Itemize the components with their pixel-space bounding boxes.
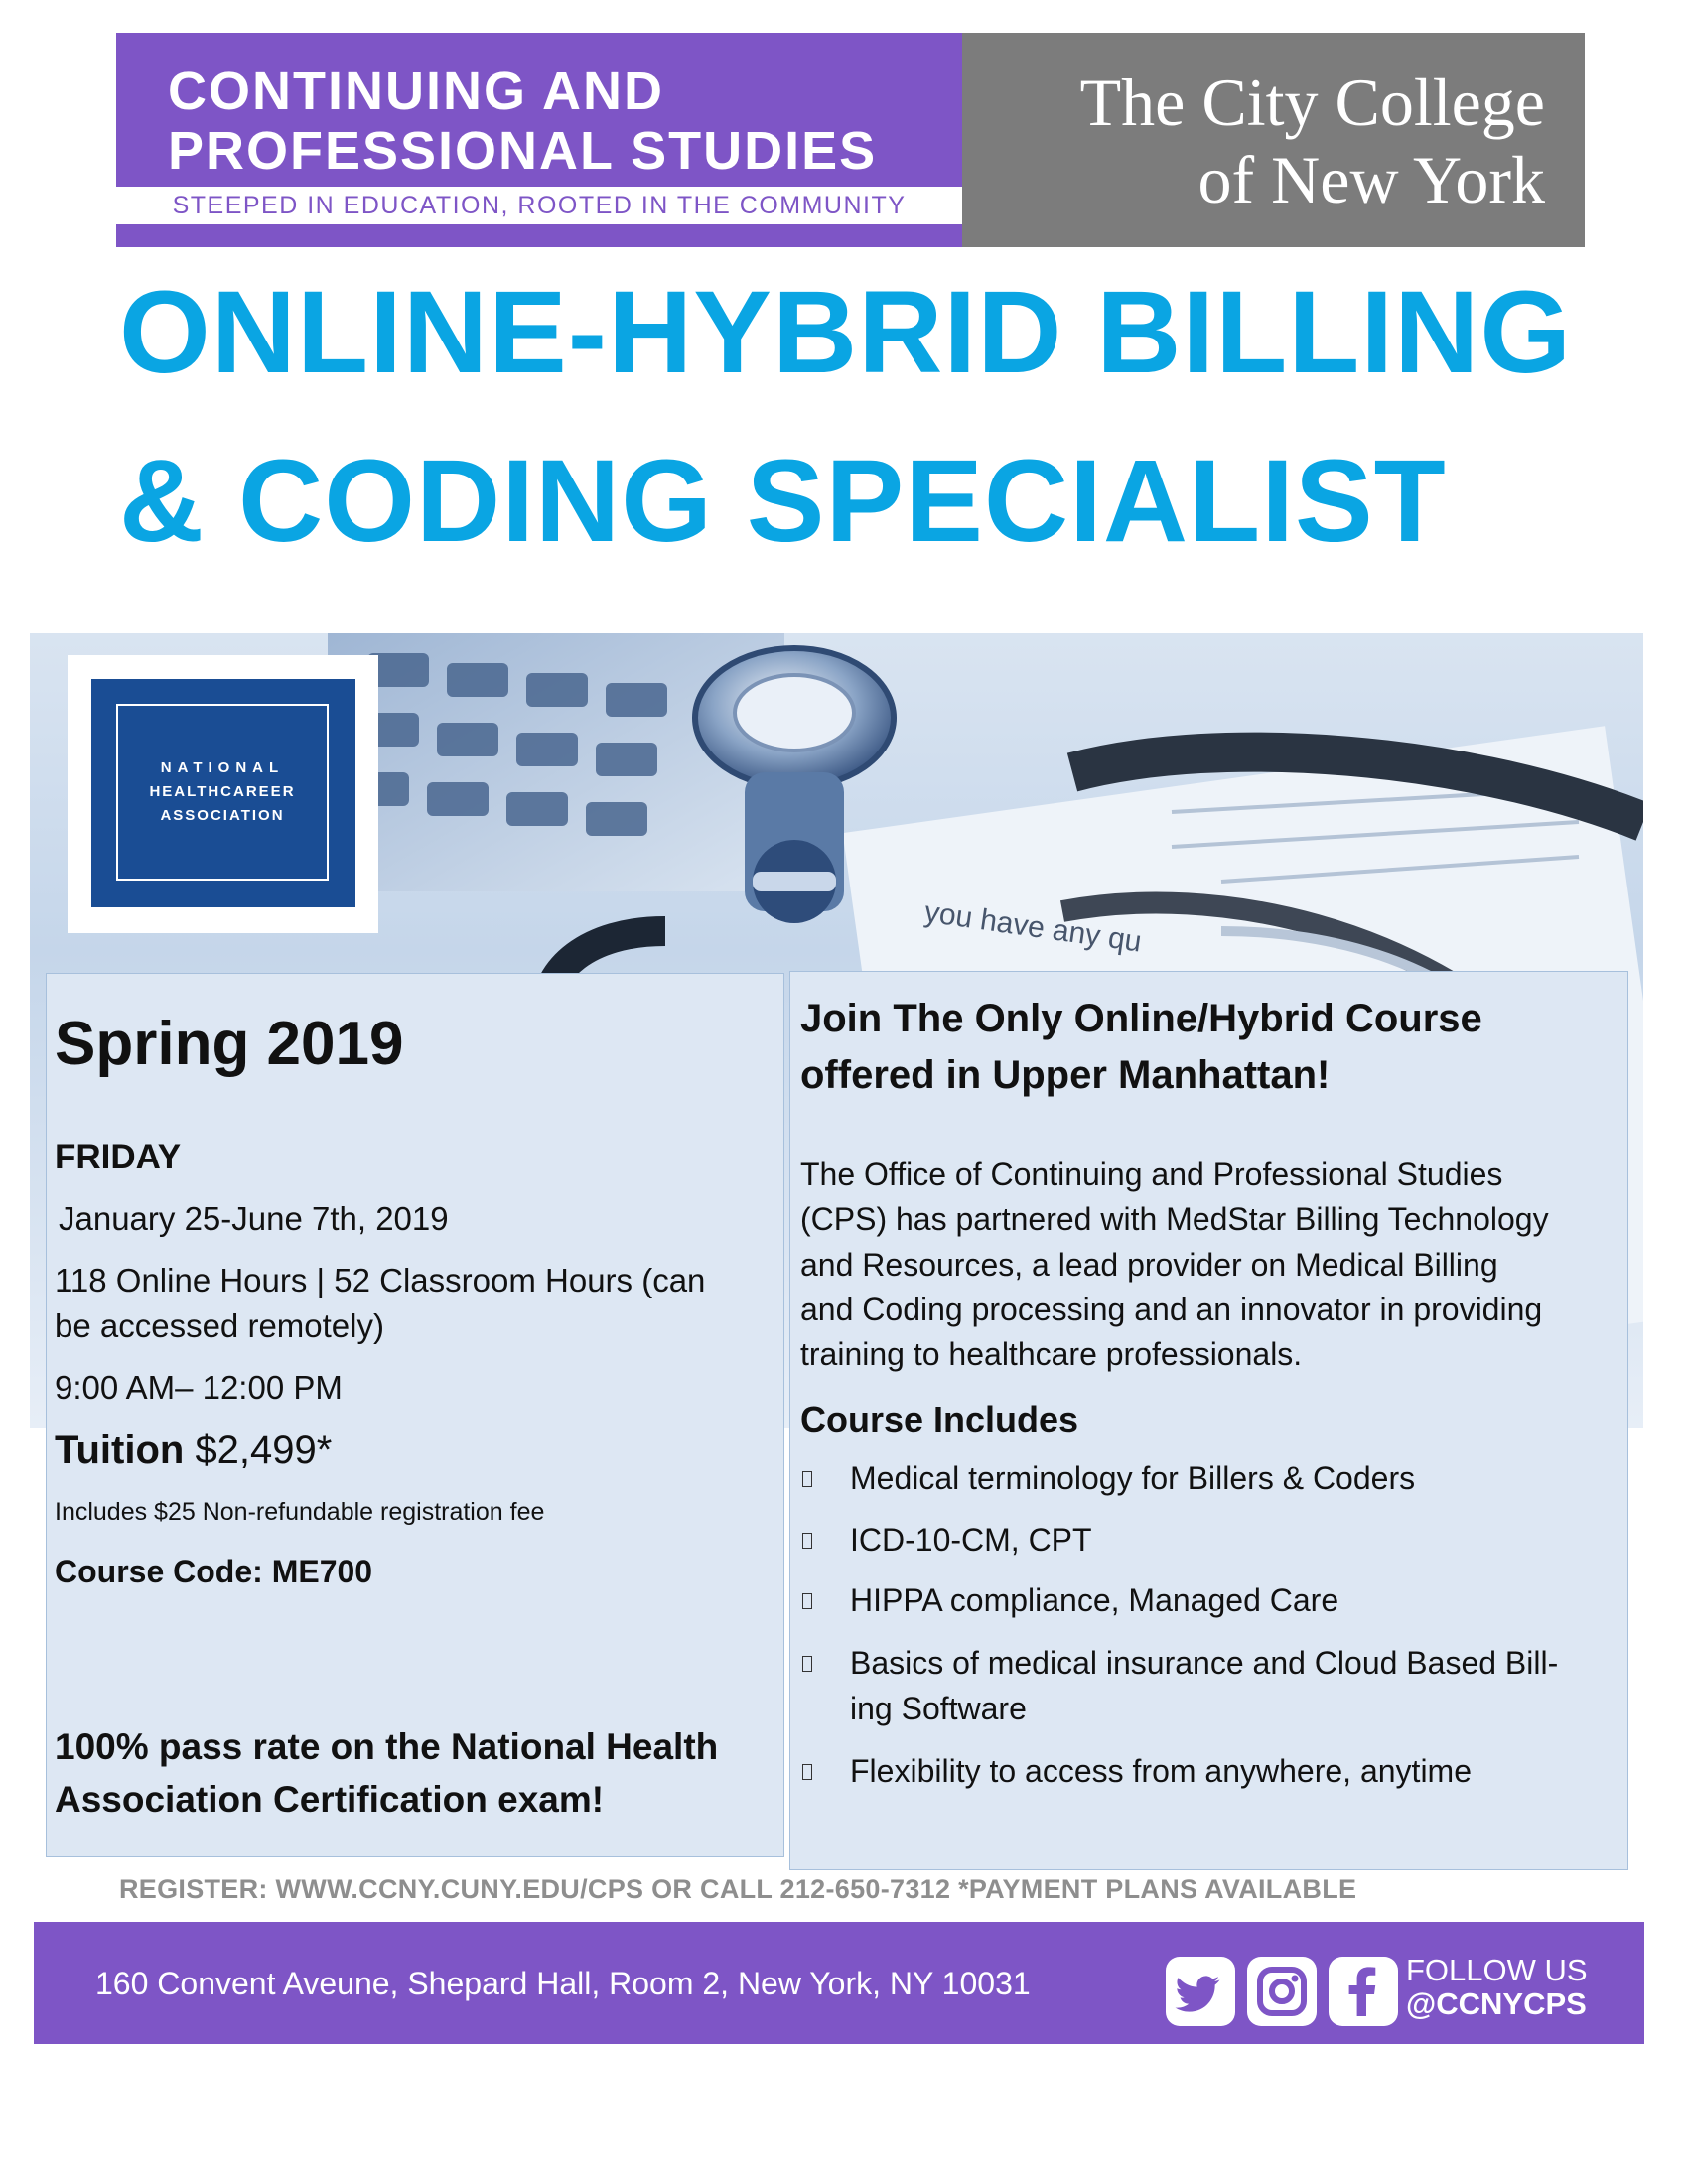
join-heading-line2: offered in Upper Manhattan! (800, 1053, 1331, 1097)
description-line: (CPS) has partnered with MedStar Billing Technology (800, 1201, 1549, 1237)
description-line: training to healthcare professionals. (800, 1336, 1303, 1372)
bullet-box-icon (802, 1656, 812, 1672)
include-item: Basics of medical insurance and Cloud Based Bill- (850, 1645, 1559, 1681)
social-handle[interactable]: @CCNYCPS (1406, 1986, 1587, 2021)
ccny-banner (962, 33, 1585, 247)
course-title-line1: ONLINE-HYBRID BILLING (119, 267, 1573, 398)
course-includes-heading: Course Includes (800, 1399, 1079, 1439)
fee-note: Includes $25 Non-refundable registration fee (55, 1498, 545, 1526)
instagram-icon[interactable] (1247, 1957, 1317, 2026)
tagline-bar (116, 187, 962, 224)
facebook-icon[interactable] (1329, 1957, 1398, 2026)
course-info-panel (789, 971, 1628, 1870)
bullet-box-icon (802, 1533, 812, 1549)
nha-logo-line1: NATIONAL (160, 759, 285, 776)
tagline: STEEPED IN EDUCATION, ROOTED IN THE COMMUNITY (172, 191, 907, 219)
date-range: January 25-June 7th, 2019 (59, 1200, 449, 1237)
photo-note-text: you have any qu (922, 895, 1144, 959)
include-item-continuation: ing Software (850, 1691, 1027, 1726)
bullet-box-icon (802, 1764, 812, 1780)
include-item: ICD-10-CM, CPT (850, 1522, 1092, 1558)
nha-logo-frame (116, 704, 329, 881)
course-code: Course Code: ME700 (55, 1554, 373, 1589)
follow-us-label: FOLLOW US (1406, 1953, 1588, 1987)
cps-banner (116, 33, 962, 247)
twitter-icon[interactable] (1166, 1957, 1235, 2026)
college-name-line1: The City College (1079, 65, 1545, 140)
pass-rate-line2: Association Certification exam! (55, 1779, 605, 1820)
course-title-line2: & CODING SPECIALIST (119, 436, 1447, 567)
hours-line1: 118 Online Hours | 52 Classroom Hours (can (55, 1262, 706, 1298)
pass-rate-line1: 100% pass rate on the National Health (55, 1726, 719, 1767)
description-line: and Coding processing and an innovator in providing (800, 1292, 1543, 1327)
join-heading-line1: Join The Only Online/Hybrid Course (800, 997, 1482, 1040)
season-heading: Spring 2019 (55, 1010, 404, 1078)
class-day: FRIDAY (55, 1138, 182, 1176)
include-item: Medical terminology for Billers & Coders (850, 1460, 1416, 1496)
include-item: HIPPA compliance, Managed Care (850, 1582, 1339, 1618)
bullet-box-icon (802, 1593, 812, 1609)
description-line: The Office of Continuing and Professional Studies (800, 1157, 1503, 1192)
address: 160 Convent Aveune, Shepard Hall, Room 2, New York, NY 10031 (95, 1966, 1031, 2001)
nha-logo-background (91, 679, 355, 907)
include-item: Flexibility to access from anywhere, anytime (850, 1753, 1472, 1789)
footer-bar (34, 1922, 1644, 2044)
tagline-underbar (116, 224, 962, 247)
nha-logo (68, 655, 378, 933)
cps-title-line1: CONTINUING AND (168, 62, 664, 121)
register-line[interactable]: REGISTER: WWW.CCNY.CUNY.EDU/CPS OR CALL 212-650-7312 *PAYMENT PLANS AVAILABLE (119, 1874, 1357, 1904)
hours-line2: be accessed remotely) (55, 1307, 384, 1344)
tuition (55, 1429, 332, 1473)
nha-logo-line2: HEALTHCAREER (149, 783, 296, 800)
class-time: 9:00 AM– 12:00 PM (55, 1369, 343, 1406)
college-name-line2: of New York (1197, 142, 1545, 217)
tuition-amount: $2,499* (195, 1429, 333, 1472)
schedule-panel (46, 973, 784, 1857)
cps-title-line2: PROFESSIONAL STUDIES (168, 121, 878, 181)
bullet-box-icon (802, 1471, 812, 1487)
description-line: and Resources, a lead provider on Medical Billing (800, 1247, 1498, 1283)
tuition-label: Tuition (55, 1429, 185, 1472)
nha-logo-line3: ASSOCIATION (160, 807, 285, 824)
